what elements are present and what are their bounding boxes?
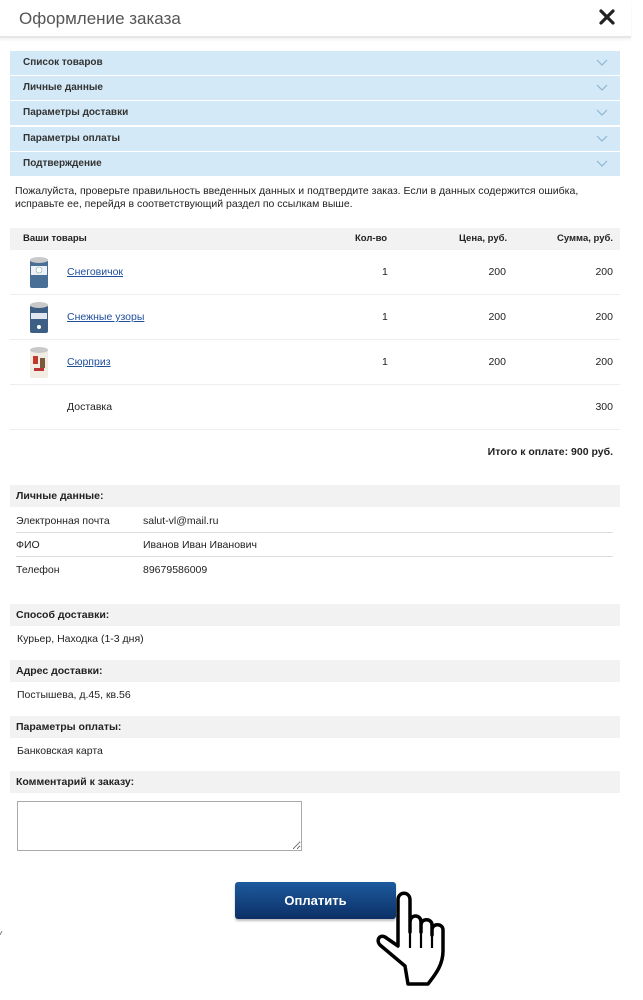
modal-header (0, 0, 631, 38)
section-title: Личные данные: (16, 490, 104, 502)
product-sum: 200 (595, 266, 613, 278)
product-thumbnail[interactable] (28, 346, 50, 380)
header-product: Ваши товары (23, 233, 87, 244)
product-qty: 1 (382, 356, 388, 368)
header-price: Цена, руб. (459, 233, 508, 244)
product-qty: 1 (382, 266, 388, 278)
step-payment[interactable] (10, 127, 620, 151)
table-row (10, 340, 620, 385)
product-sum: 200 (595, 311, 613, 323)
field-value: 89679586009 (143, 564, 208, 576)
section-title: Параметры оплаты: (16, 721, 122, 733)
field-label: Электронная почта (16, 515, 110, 527)
comment-textarea[interactable] (17, 801, 302, 851)
shipping-heading (10, 604, 620, 626)
modal-title: Оформление заказа (19, 9, 181, 28)
pay-button[interactable]: Оплатить (235, 882, 396, 919)
product-price: 200 (488, 311, 506, 323)
product-price: 200 (488, 356, 506, 368)
product-link[interactable]: Снежные узоры (67, 311, 145, 323)
delivery-sum: 300 (595, 401, 613, 413)
field-value: Иванов Иван Иванович (143, 539, 257, 551)
table-row (10, 295, 620, 340)
confirmation-intro: Пожалуйста, проверьте правильность введенных данных и подтвердите заказ. Если в данных содержится ошибка, исправьте ее, перейдя в соответствующий раздел по ссылкам выше. (15, 185, 579, 210)
edge-mark (0, 931, 3, 935)
checkout-steps (10, 51, 620, 177)
product-thumbnail[interactable] (28, 256, 50, 290)
comment-heading (10, 771, 620, 793)
step-label: Подтверждение (23, 157, 102, 169)
step-personal-data[interactable] (10, 76, 620, 100)
table-header (10, 228, 620, 250)
step-label: Личные данные (23, 82, 103, 94)
personal-data-heading (10, 485, 620, 507)
product-sum: 200 (595, 356, 613, 368)
address-value: Постышева, д.45, кв.56 (17, 689, 131, 701)
personal-row-phone (16, 558, 613, 582)
step-label: Параметры доставки (23, 107, 129, 119)
close-icon[interactable] (598, 8, 616, 26)
personal-row-name (16, 533, 613, 557)
hand-pointer-icon (370, 888, 470, 988)
step-confirmation[interactable] (10, 152, 620, 176)
order-total: Итого к оплате: 900 руб. (487, 446, 613, 458)
personal-row-email (16, 509, 613, 533)
product-thumbnail[interactable] (28, 301, 50, 335)
product-qty: 1 (382, 311, 388, 323)
chevron-down-icon (596, 84, 608, 92)
section-title: Комментарий к заказу: (16, 776, 135, 788)
chevron-down-icon (596, 160, 608, 168)
payment-value: Банковская карта (17, 745, 103, 757)
delivery-label: Доставка (67, 401, 113, 413)
header-sum: Сумма, руб. (557, 233, 613, 244)
section-title: Способ доставки: (16, 609, 110, 621)
chevron-down-icon (596, 109, 608, 117)
delivery-row (10, 385, 620, 430)
step-delivery[interactable] (10, 101, 620, 125)
payment-heading (10, 716, 620, 738)
product-price: 200 (488, 266, 506, 278)
field-value: salut-vl@mail.ru (143, 515, 219, 527)
step-label: Список товаров (23, 57, 103, 68)
chevron-down-icon (596, 59, 608, 67)
header-qty: Кол-во (355, 233, 388, 244)
field-label: ФИО (16, 539, 40, 551)
product-link[interactable]: Сюрприз (67, 356, 111, 368)
chevron-down-icon (596, 135, 608, 143)
step-product-list[interactable] (10, 51, 620, 75)
table-row (10, 250, 620, 295)
step-label: Параметры оплаты (23, 132, 121, 144)
section-title: Адрес доставки: (16, 665, 103, 677)
shipping-value: Курьер, Находка (1-3 дня) (17, 633, 144, 645)
order-table (10, 228, 620, 458)
product-link[interactable]: Снеговичок (67, 266, 124, 278)
address-heading (10, 660, 620, 682)
field-label: Телефон (16, 564, 60, 576)
